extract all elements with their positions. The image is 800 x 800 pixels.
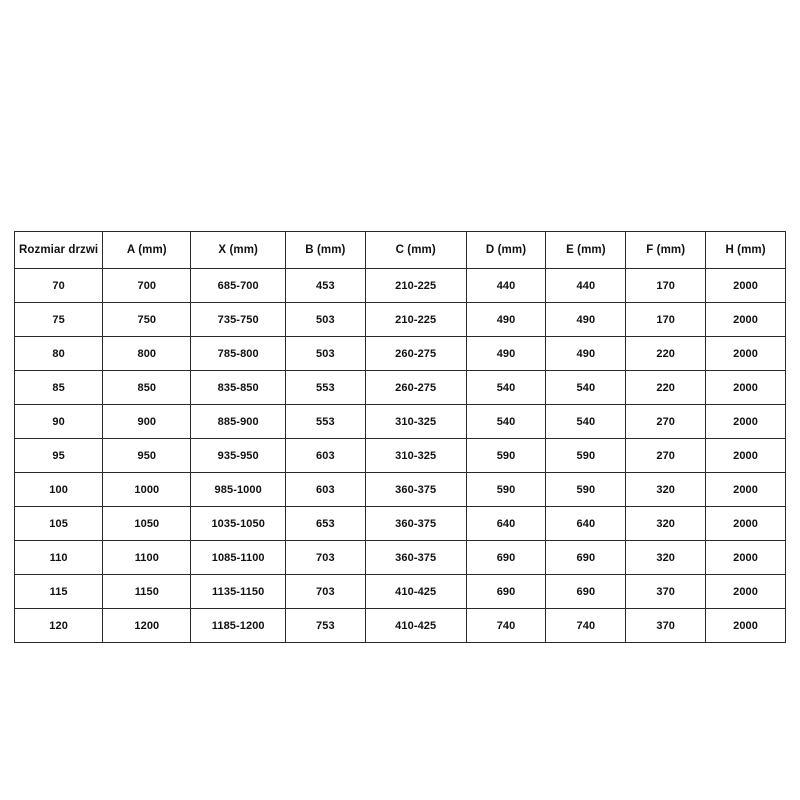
cell-c: 360-375: [365, 507, 466, 541]
table-row: [15, 575, 786, 609]
cell-x: 935-950: [191, 439, 286, 473]
cell-size: 100: [15, 473, 103, 507]
cell-e: 440: [546, 269, 626, 303]
cell-a: 700: [103, 269, 191, 303]
cell-a: 1100: [103, 541, 191, 575]
cell-d: 640: [466, 507, 546, 541]
cell-e: 590: [546, 439, 626, 473]
cell-d: 690: [466, 541, 546, 575]
cell-e: 490: [546, 337, 626, 371]
cell-a: 1200: [103, 609, 191, 643]
column-header-b: B (mm): [285, 232, 365, 269]
cell-b: 553: [285, 405, 365, 439]
cell-c: 310-325: [365, 439, 466, 473]
cell-d: 740: [466, 609, 546, 643]
cell-x: 1035-1050: [191, 507, 286, 541]
table-header-row: [15, 232, 786, 269]
door-size-spec-table: [14, 231, 786, 643]
cell-x: 735-750: [191, 303, 286, 337]
cell-x: 785-800: [191, 337, 286, 371]
cell-b: 603: [285, 439, 365, 473]
cell-c: 210-225: [365, 269, 466, 303]
cell-c: 260-275: [365, 337, 466, 371]
cell-h: 2000: [706, 541, 786, 575]
cell-d: 490: [466, 337, 546, 371]
table-row: [15, 541, 786, 575]
cell-f: 270: [626, 405, 706, 439]
cell-b: 653: [285, 507, 365, 541]
cell-e: 540: [546, 371, 626, 405]
cell-h: 2000: [706, 269, 786, 303]
cell-d: 540: [466, 371, 546, 405]
cell-size: 75: [15, 303, 103, 337]
cell-a: 900: [103, 405, 191, 439]
cell-f: 170: [626, 269, 706, 303]
cell-f: 320: [626, 541, 706, 575]
column-header-c: C (mm): [365, 232, 466, 269]
cell-x: 1135-1150: [191, 575, 286, 609]
cell-f: 370: [626, 609, 706, 643]
cell-size: 80: [15, 337, 103, 371]
cell-h: 2000: [706, 439, 786, 473]
column-header-d: D (mm): [466, 232, 546, 269]
cell-h: 2000: [706, 575, 786, 609]
column-header-rozmiar-drzwi: Rozmiar drzwi: [15, 232, 103, 269]
cell-h: 2000: [706, 371, 786, 405]
cell-h: 2000: [706, 609, 786, 643]
cell-x: 835-850: [191, 371, 286, 405]
cell-x: 1185-1200: [191, 609, 286, 643]
cell-d: 490: [466, 303, 546, 337]
cell-e: 690: [546, 541, 626, 575]
cell-a: 1000: [103, 473, 191, 507]
cell-a: 750: [103, 303, 191, 337]
cell-e: 490: [546, 303, 626, 337]
cell-b: 703: [285, 575, 365, 609]
cell-x: 885-900: [191, 405, 286, 439]
cell-e: 640: [546, 507, 626, 541]
cell-h: 2000: [706, 473, 786, 507]
cell-f: 170: [626, 303, 706, 337]
cell-h: 2000: [706, 303, 786, 337]
cell-c: 410-425: [365, 575, 466, 609]
cell-b: 753: [285, 609, 365, 643]
table-row: [15, 371, 786, 405]
cell-a: 1050: [103, 507, 191, 541]
cell-size: 105: [15, 507, 103, 541]
cell-h: 2000: [706, 507, 786, 541]
cell-d: 440: [466, 269, 546, 303]
cell-a: 1150: [103, 575, 191, 609]
cell-b: 703: [285, 541, 365, 575]
table-body: [15, 269, 786, 643]
cell-size: 95: [15, 439, 103, 473]
table-row: [15, 507, 786, 541]
table-row: [15, 473, 786, 507]
cell-e: 690: [546, 575, 626, 609]
table-row: [15, 337, 786, 371]
cell-c: 210-225: [365, 303, 466, 337]
cell-f: 220: [626, 371, 706, 405]
cell-f: 320: [626, 507, 706, 541]
spec-table-container: [14, 231, 786, 643]
column-header-h: H (mm): [706, 232, 786, 269]
cell-h: 2000: [706, 405, 786, 439]
cell-f: 320: [626, 473, 706, 507]
cell-b: 553: [285, 371, 365, 405]
table-header: [15, 232, 786, 269]
table-row: [15, 439, 786, 473]
column-header-e: E (mm): [546, 232, 626, 269]
cell-e: 540: [546, 405, 626, 439]
cell-c: 310-325: [365, 405, 466, 439]
cell-x: 985-1000: [191, 473, 286, 507]
cell-size: 115: [15, 575, 103, 609]
table-row: [15, 609, 786, 643]
table-row: [15, 405, 786, 439]
cell-b: 503: [285, 303, 365, 337]
cell-size: 110: [15, 541, 103, 575]
cell-c: 360-375: [365, 541, 466, 575]
cell-b: 503: [285, 337, 365, 371]
cell-x: 1085-1100: [191, 541, 286, 575]
cell-b: 453: [285, 269, 365, 303]
cell-h: 2000: [706, 337, 786, 371]
cell-x: 685-700: [191, 269, 286, 303]
cell-d: 590: [466, 473, 546, 507]
cell-e: 740: [546, 609, 626, 643]
cell-size: 90: [15, 405, 103, 439]
cell-c: 410-425: [365, 609, 466, 643]
cell-c: 260-275: [365, 371, 466, 405]
cell-size: 120: [15, 609, 103, 643]
cell-e: 590: [546, 473, 626, 507]
cell-f: 270: [626, 439, 706, 473]
cell-f: 220: [626, 337, 706, 371]
column-header-x: X (mm): [191, 232, 286, 269]
cell-a: 950: [103, 439, 191, 473]
table-row: [15, 269, 786, 303]
cell-d: 590: [466, 439, 546, 473]
cell-c: 360-375: [365, 473, 466, 507]
cell-d: 540: [466, 405, 546, 439]
cell-f: 370: [626, 575, 706, 609]
cell-a: 800: [103, 337, 191, 371]
cell-d: 690: [466, 575, 546, 609]
cell-a: 850: [103, 371, 191, 405]
cell-b: 603: [285, 473, 365, 507]
column-header-f: F (mm): [626, 232, 706, 269]
table-row: [15, 303, 786, 337]
cell-size: 85: [15, 371, 103, 405]
cell-size: 70: [15, 269, 103, 303]
column-header-a: A (mm): [103, 232, 191, 269]
